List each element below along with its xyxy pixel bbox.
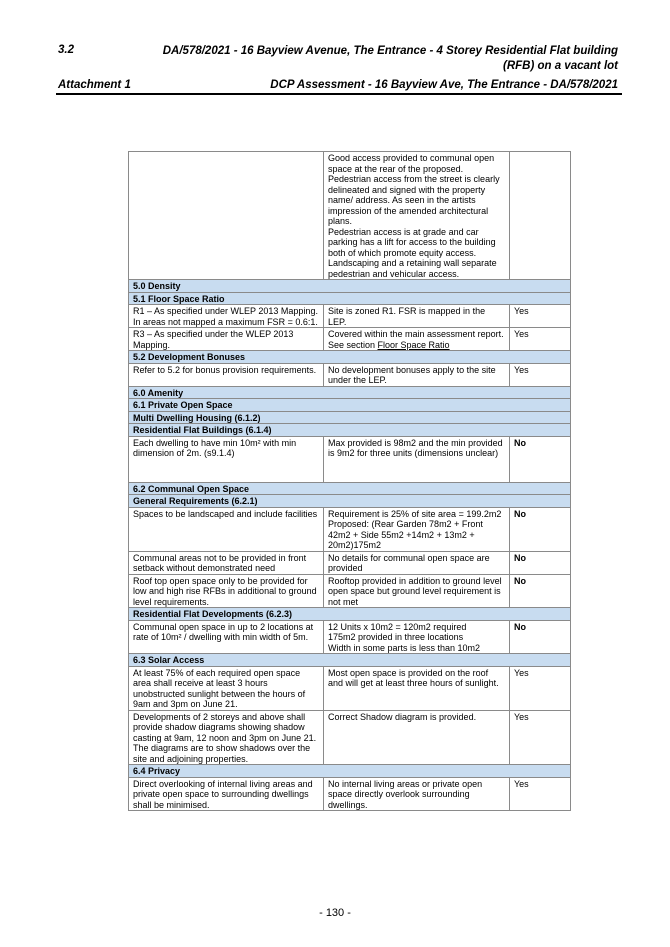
table-row bbox=[129, 507, 571, 551]
section-heading: General Requirements (6.2.1) bbox=[129, 495, 571, 508]
requirement-cell bbox=[129, 152, 324, 280]
section-header-row bbox=[129, 280, 571, 293]
section-heading: 6.4 Privacy bbox=[129, 765, 571, 778]
compliance-cell: No bbox=[510, 436, 571, 482]
requirement-cell: Refer to 5.2 for bonus provision requirements. bbox=[129, 363, 324, 386]
requirement-cell: Each dwelling to have min 10m² with min dimension of 2m. (s9.1.4) bbox=[129, 436, 324, 482]
assessment-text: Most open space is provided on the roof and will get at least three hours of sunlight. bbox=[328, 667, 499, 688]
table-row bbox=[129, 305, 571, 328]
assessment-text: Requirement is 25% of site area = 199.2m2 Proposed: (Rear Garden 78m2 + Front 42m2 + Side 55m2 +14m2 + 13m2 + 20m2)175m2 bbox=[328, 508, 502, 550]
header-rule bbox=[56, 93, 622, 95]
assessment-cell bbox=[324, 574, 510, 608]
requirement-cell: Direct overlooking of internal living areas and private open space to surrounding dwellings shall be minimised. bbox=[129, 777, 324, 811]
assessment-cell bbox=[324, 507, 510, 551]
assessment-cell bbox=[324, 551, 510, 574]
assessment-cell bbox=[324, 328, 510, 351]
assessment-text: 12 Units x 10m2 = 120m2 required 175m2 provided in three locations Width in some parts is less than 10m2 bbox=[328, 621, 481, 653]
compliance-cell: Yes bbox=[510, 666, 571, 710]
section-header-row bbox=[129, 411, 571, 424]
requirement-cell: At least 75% of each required open space area shall receive at least 3 hours unobstructed sunlight between the hours of 9am and 3pm on June 21. bbox=[129, 666, 324, 710]
compliance-cell: No bbox=[510, 620, 571, 654]
section-header-row bbox=[129, 424, 571, 437]
dcp-table-body bbox=[129, 152, 571, 811]
report-title-line1: DA/578/2021 - 16 Bayview Avenue, The Entrance - 4 Storey Residential Flat building bbox=[162, 45, 618, 57]
compliance-cell: Yes bbox=[510, 363, 571, 386]
requirement-cell: Communal open space in up to 2 locations at rate of 10m² / dwelling with min width of 5m. bbox=[129, 620, 324, 654]
assessment-cell bbox=[324, 710, 510, 765]
assessment-cell bbox=[324, 777, 510, 811]
assessment-cell bbox=[324, 305, 510, 328]
requirement-cell: Developments of 2 storeys and above shall provide shadow diagrams showing shadow casting at 9am, 12 noon and 3pm on June 21. The diagrams are to show shadows over the site and adjoining properties. bbox=[129, 710, 324, 765]
table-row bbox=[129, 363, 571, 386]
section-header-row bbox=[129, 608, 571, 621]
section-header-row bbox=[129, 654, 571, 667]
requirement-cell: Roof top open space only to be provided for low and high rise RFBs in additional to ground level requirements. bbox=[129, 574, 324, 608]
section-header-row bbox=[129, 482, 571, 495]
assessment-text: Max provided is 98m2 and the min provided is 9m2 for three units (dimensions unclear) bbox=[328, 437, 503, 458]
table-row bbox=[129, 620, 571, 654]
section-heading: 5.2 Development Bonuses bbox=[129, 351, 571, 364]
table-row bbox=[129, 710, 571, 765]
section-header-row bbox=[129, 292, 571, 305]
compliance-cell: Yes bbox=[510, 305, 571, 328]
section-heading: Multi Dwelling Housing (6.1.2) bbox=[129, 411, 571, 424]
report-title-line2: (RFB) on a vacant lot bbox=[502, 60, 618, 72]
assessment-text: No internal living areas or private open space directly overlook surrounding dwellings. bbox=[328, 778, 483, 810]
table-row bbox=[129, 436, 571, 482]
table-row bbox=[129, 551, 571, 574]
section-heading: Residential Flat Developments (6.2.3) bbox=[129, 608, 571, 621]
compliance-cell: No bbox=[510, 574, 571, 608]
assessment-cell bbox=[324, 666, 510, 710]
section-link[interactable]: Floor Space Ratio bbox=[377, 339, 450, 350]
section-header-row bbox=[129, 495, 571, 508]
compliance-cell: Yes bbox=[510, 777, 571, 811]
report-subtitle: DCP Assessment - 16 Bayview Ave, The Entrance - DA/578/2021 bbox=[270, 79, 618, 91]
section-heading: 5.1 Floor Space Ratio bbox=[129, 292, 571, 305]
section-heading: 5.0 Density bbox=[129, 280, 571, 293]
table-row bbox=[129, 666, 571, 710]
page-number: - 130 - bbox=[319, 907, 351, 919]
assessment-cell bbox=[324, 152, 510, 280]
requirement-cell: Communal areas not to be provided in front setback without demonstrated need bbox=[129, 551, 324, 574]
assessment-text: Rooftop provided in addition to ground level open space but ground level requirement is not met bbox=[328, 575, 502, 607]
section-heading: 6.2 Communal Open Space bbox=[129, 482, 571, 495]
dcp-assessment-table bbox=[128, 151, 571, 811]
section-heading: 6.1 Private Open Space bbox=[129, 399, 571, 412]
compliance-cell: Yes bbox=[510, 328, 571, 351]
table-row bbox=[129, 574, 571, 608]
section-heading: 6.3 Solar Access bbox=[129, 654, 571, 667]
section-heading: Residential Flat Buildings (6.1.4) bbox=[129, 424, 571, 437]
section-header-row bbox=[129, 351, 571, 364]
compliance-cell: No bbox=[510, 551, 571, 574]
assessment-text: No details for communal open space are provided bbox=[328, 552, 490, 573]
section-header-row bbox=[129, 399, 571, 412]
table-row bbox=[129, 328, 571, 351]
section-header-row bbox=[129, 386, 571, 399]
assessment-text: Covered within the main assessment report. See section bbox=[328, 329, 504, 350]
assessment-cell bbox=[324, 436, 510, 482]
table-row bbox=[129, 152, 571, 280]
table-row bbox=[129, 777, 571, 811]
compliance-cell: Yes bbox=[510, 710, 571, 765]
requirement-cell: Spaces to be landscaped and include facilities bbox=[129, 507, 324, 551]
requirement-cell: R3 – As specified under the WLEP 2013 Mapping. bbox=[129, 328, 324, 351]
compliance-cell: No bbox=[510, 507, 571, 551]
compliance-cell bbox=[510, 152, 571, 280]
attachment-label: Attachment 1 bbox=[58, 79, 131, 91]
assessment-text: Site is zoned R1. FSR is mapped in the LEP. bbox=[328, 306, 486, 327]
report-title bbox=[163, 44, 618, 74]
section-heading: 6.0 Amenity bbox=[129, 386, 571, 399]
assessment-cell bbox=[324, 363, 510, 386]
item-number: 3.2 bbox=[58, 44, 74, 56]
assessment-text: Correct Shadow diagram is provided. bbox=[328, 711, 477, 722]
requirement-cell: R1 – As specified under WLEP 2013 Mapping. In areas not mapped a maximum FSR = 0.6:1. bbox=[129, 305, 324, 328]
assessment-text: No development bonuses apply to the site under the LEP. bbox=[328, 364, 496, 385]
assessment-text: Good access provided to communal open space at the rear of the proposed. Pedestrian access from the street is clearly delineated and signed with the property name/ address. As seen in the artists impression of the amended architectural plans. Pedestrian access is at grade and car parking has a lift for access to the building both of which promote equity access. Landscaping and a retaining wall separate pedestrian and vehicular access. bbox=[328, 153, 500, 279]
assessment-cell bbox=[324, 620, 510, 654]
section-header-row bbox=[129, 765, 571, 778]
